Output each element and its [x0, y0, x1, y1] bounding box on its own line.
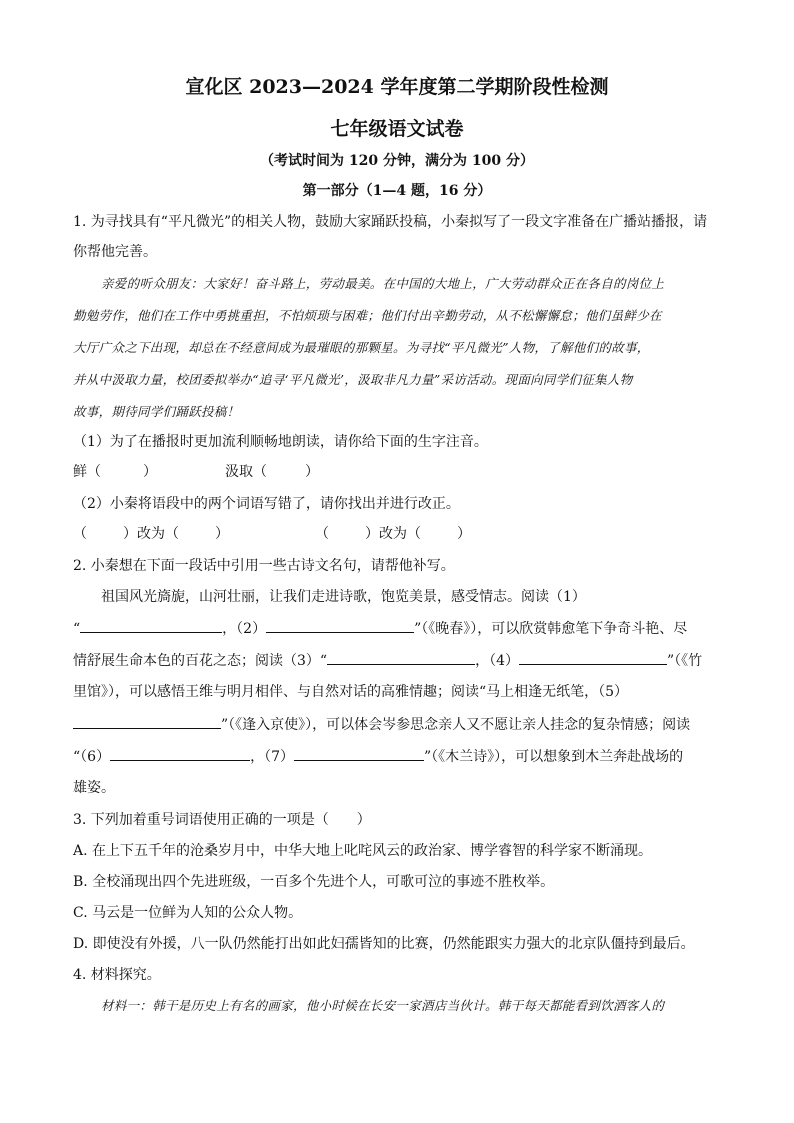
q2-line2: [73, 618, 733, 639]
q2-text: ”（《晚春》），可以欣赏韩愈笔下争奇斗艳、尽: [414, 621, 688, 637]
q1-sub2-answers: [73, 524, 733, 544]
q3-option-b: B. 全校涌现出四个先进班级，一百多个先进个人，可歌可泣的事迹不胜枚举。: [73, 874, 555, 890]
answer-slot-mid: ）改为（: [123, 526, 179, 542]
q2-text: ”（《竹: [667, 653, 703, 669]
q3-option-d: D. 即使没有外援，八一队仍然能打出如此妇孺皆知的比赛，仍然能跟实力强大的北京队僵持到最后。: [73, 936, 695, 952]
q2-line1: 祖国风光旖旎，山河壮丽，让我们走进诗歌，饱览美景，感受情志。阅读（1）: [101, 589, 586, 605]
q2-text: ”（《逢入京使》），可以体会岑参思念亲人又不愿让亲人挂念的复杂情感；阅读: [221, 717, 691, 733]
fill-blank-6[interactable]: [110, 746, 250, 761]
answer-slot-label: 汲取（: [225, 464, 267, 480]
fill-blank-2[interactable]: [266, 618, 414, 633]
blank-label: ，（7）: [250, 749, 294, 765]
answer-slot-open: （: [315, 526, 329, 542]
fill-blank-1[interactable]: [80, 618, 222, 633]
answer-slot-mid: ）改为（: [365, 526, 421, 542]
answer-slot-label: 鲜（: [73, 464, 101, 480]
answer-slot-close: ）: [457, 526, 471, 542]
fill-blank-4[interactable]: [519, 650, 667, 665]
q1-passage-line: 勤勉劳作，他们在工作中勇挑重担，不怕烦琐与困难；他们付出辛勤劳动，从不松懈懈怠；他们虽鲜少在: [73, 308, 662, 323]
part-title: 第一部分（1—4 题，16 分）: [302, 183, 492, 199]
q1-sub1: （1）为了在播报时更加流利顺畅地朗读，请你给下面的生字注音。: [73, 434, 488, 450]
q3-option-c: C. 马云是一位鲜为人知的公众人物。: [73, 905, 303, 921]
q1-passage-line: 亲爱的听众朋友：大家好！奋斗路上，劳动最美。在中国的大地上，广大劳动群众正在各自的岗位上: [101, 276, 665, 291]
q2-line3: [73, 650, 733, 671]
q4-material1: 材料一：韩干是历史上有名的画家，他小时候在长安一家酒店当伙计。韩干每天都能看到饮酒客人的: [101, 998, 665, 1013]
q1-passage-line: 并从中汲取力量，校团委拟举办“追寻‘平凡微光’，汲取非凡力量”采访活动。现面向同学们征集人物: [73, 372, 633, 387]
q1-passage-line: 故事，期待同学们踊跃投稿！: [73, 404, 240, 419]
q1-stem-line1: 1. 为寻找具有“平凡微光”的相关人物，鼓励大家踊跃投稿，小秦拟写了一段文字准备在广播站播报，请: [73, 214, 708, 230]
blank-label: ，（4）: [475, 653, 519, 669]
exam-info: （考试时间为 120 分钟，满分为 100 分）: [260, 153, 534, 169]
q1-sub1-answers: [73, 462, 733, 482]
q4-stem: 4. 材料探究。: [73, 967, 161, 983]
fill-blank-7[interactable]: [294, 746, 424, 761]
fill-blank-5[interactable]: [73, 714, 221, 729]
q2-text: 情舒展生命本色的百花之态；阅读（3）“: [73, 653, 328, 669]
q2-text: ”（《木兰诗》），可以想象到木兰奔赴战场的: [424, 749, 684, 765]
q1-passage-line: 大厅广众之下出现，却总在不经意间成为最璀眼的那颗星。为寻找“平凡微光”人物，了解他们的故事，: [73, 340, 650, 355]
q2-line6: [73, 746, 733, 767]
quote-mark: “: [73, 621, 81, 637]
q2-stem: 2. 小秦想在下面一段话中引用一些古诗文名句，请帮他补写。: [73, 558, 455, 574]
q2-line5: [73, 714, 733, 735]
q3-stem: 3. 下列加着重号词语使用正确的一项是（ ）: [73, 812, 371, 828]
answer-slot-close: ）: [305, 464, 319, 480]
blank-label: ，（2）: [222, 621, 267, 637]
exam-title: 宣化区 2023—2024 学年度第二学期阶段性检测: [185, 76, 609, 98]
q3-option-a: A. 在上下五千年的沧桑岁月中，中华大地上叱咤风云的政治家、博学睿智的科学家不断涌现。: [73, 843, 653, 859]
fill-blank-3[interactable]: [327, 650, 475, 665]
q2-line4: 里馆》），可以感悟王维与明月相伴、与自然对话的高雅情趣；阅读“马上相逢无纸笔，（5）: [73, 684, 629, 700]
q2-line7: 雄姿。: [73, 780, 115, 796]
answer-slot-close: ）: [143, 464, 157, 480]
blank-label: “（6）: [73, 749, 111, 765]
q1-sub2: （2）小秦将语段中的两个词语写错了，请你找出并进行改正。: [73, 496, 460, 512]
exam-subtitle: 七年级语文试卷: [330, 118, 464, 140]
q1-stem-line2: 你帮他完善。: [73, 244, 157, 260]
answer-slot-open: （: [73, 526, 87, 542]
answer-slot-close: ）: [215, 526, 229, 542]
